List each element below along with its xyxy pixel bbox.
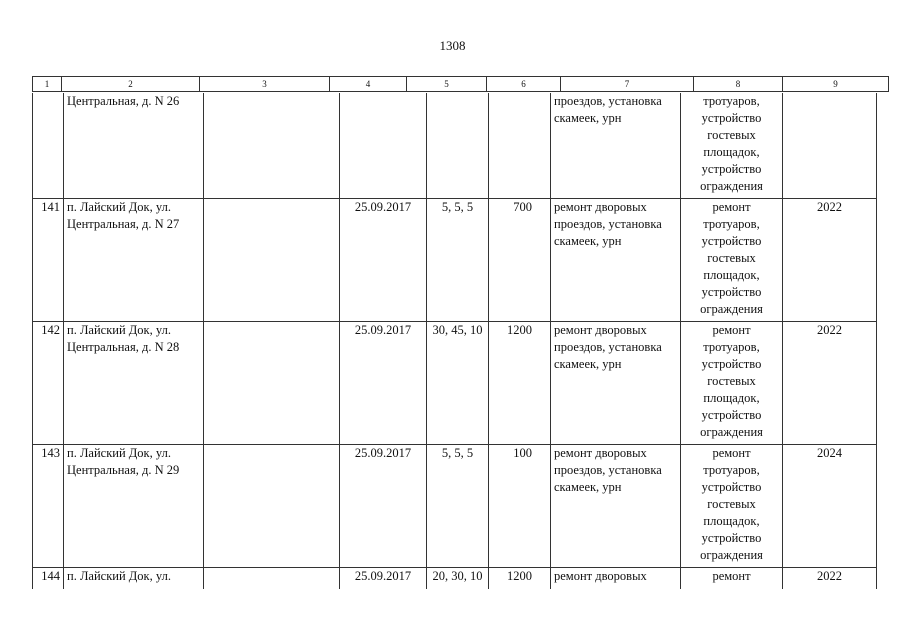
works-cell bbox=[551, 198, 681, 321]
cell-text-line: тротуаров, bbox=[703, 94, 760, 108]
cell-text-line: тротуаров, bbox=[703, 462, 760, 477]
header-cell: 5 bbox=[407, 77, 487, 92]
column-5-cell: 30, 45, 10 bbox=[427, 321, 489, 444]
address-cell bbox=[64, 444, 204, 567]
works-extra-cell bbox=[681, 567, 783, 589]
table-row bbox=[33, 567, 877, 589]
date-cell: 25.09.2017 bbox=[340, 444, 427, 567]
cell-text-line: Центральная, д. N 28 bbox=[67, 339, 180, 354]
cell-text-line: Центральная, д. N 27 bbox=[67, 216, 180, 231]
cell-text-line: п. Лайский Док, ул. bbox=[67, 445, 171, 460]
cell-text-line: ограждения bbox=[700, 301, 763, 316]
address-cell bbox=[64, 567, 204, 589]
works-cell bbox=[551, 444, 681, 567]
cell-text-line: скамеек, урн bbox=[554, 356, 622, 371]
column-3-cell bbox=[204, 321, 340, 444]
row-number-cell: 141 bbox=[33, 198, 64, 321]
cell-text-line: тротуаров, bbox=[703, 339, 760, 354]
works-extra-cell bbox=[681, 198, 783, 321]
cell-text-line: ремонт bbox=[712, 322, 751, 337]
header-row bbox=[33, 77, 889, 92]
column-3-cell bbox=[204, 198, 340, 321]
column-6-cell: 1200 bbox=[489, 321, 551, 444]
cell-text-line: проездов, установка bbox=[554, 216, 662, 231]
row-number-cell bbox=[33, 93, 64, 198]
cell-text-line: ремонт bbox=[712, 199, 751, 214]
header-cell: 9 bbox=[783, 77, 889, 92]
column-5-cell: 5, 5, 5 bbox=[427, 444, 489, 567]
cell-text-line: гостевых bbox=[707, 373, 756, 388]
row-number-cell: 142 bbox=[33, 321, 64, 444]
column-6-cell: 100 bbox=[489, 444, 551, 567]
address-cell bbox=[64, 321, 204, 444]
year-cell: 2022 bbox=[783, 321, 877, 444]
column-number-header bbox=[32, 76, 889, 92]
cell-text-line: площадок, bbox=[703, 390, 760, 405]
column-6-cell bbox=[489, 93, 551, 198]
works-extra-cell bbox=[681, 321, 783, 444]
cell-text-line: скамеек, урн bbox=[554, 233, 622, 248]
date-cell: 25.09.2017 bbox=[340, 198, 427, 321]
works-cell bbox=[551, 93, 681, 198]
column-6-cell: 700 bbox=[489, 198, 551, 321]
header-cell: 7 bbox=[561, 77, 694, 92]
date-cell bbox=[340, 93, 427, 198]
year-cell bbox=[783, 93, 877, 198]
column-5-cell bbox=[427, 93, 489, 198]
works-cell bbox=[551, 321, 681, 444]
works-cell bbox=[551, 567, 681, 589]
cell-text-line: Центральная, д. N 26 bbox=[67, 94, 180, 108]
cell-text-line: ремонт bbox=[712, 568, 751, 583]
year-cell: 2022 bbox=[783, 198, 877, 321]
header-cell: 6 bbox=[487, 77, 561, 92]
table-row bbox=[33, 93, 877, 198]
cell-text-line: п. Лайский Док, ул. bbox=[67, 322, 171, 337]
cell-text-line: площадок, bbox=[703, 267, 760, 282]
cell-text-line: ограждения bbox=[700, 547, 763, 562]
header-cell: 2 bbox=[62, 77, 200, 92]
cell-text-line: устройство bbox=[701, 530, 762, 545]
cell-text-line: п. Лайский Док, ул. bbox=[67, 568, 171, 583]
cell-text-line: устройство bbox=[701, 111, 762, 125]
cell-text-line: ремонт дворовых bbox=[554, 322, 647, 337]
header-cell: 4 bbox=[330, 77, 407, 92]
cell-text-line: скамеек, урн bbox=[554, 479, 622, 494]
works-extra-cell bbox=[681, 93, 783, 198]
table-row bbox=[33, 321, 877, 444]
cell-text-line: устройство bbox=[701, 479, 762, 494]
year-cell: 2024 bbox=[783, 444, 877, 567]
column-5-cell: 20, 30, 10 bbox=[427, 567, 489, 589]
cell-text-line: ремонт дворовых bbox=[554, 199, 647, 214]
cell-text-line: устройство bbox=[701, 407, 762, 422]
header-cell: 3 bbox=[200, 77, 330, 92]
row-number-cell: 144 bbox=[33, 567, 64, 589]
cell-text-line: п. Лайский Док, ул. bbox=[67, 199, 171, 214]
address-cell bbox=[64, 93, 204, 198]
date-cell: 25.09.2017 bbox=[340, 567, 427, 589]
cell-text-line: устройство bbox=[701, 284, 762, 299]
address-cell bbox=[64, 198, 204, 321]
cell-text-line: площадок, bbox=[703, 513, 760, 528]
works-extra-cell bbox=[681, 444, 783, 567]
column-3-cell bbox=[204, 444, 340, 567]
cell-text-line: устройство bbox=[701, 162, 762, 176]
column-6-cell: 1200 bbox=[489, 567, 551, 589]
cell-text-line: тротуаров, bbox=[703, 216, 760, 231]
cell-text-line: гостевых bbox=[707, 128, 756, 142]
cell-text-line: ремонт bbox=[712, 445, 751, 460]
date-cell: 25.09.2017 bbox=[340, 321, 427, 444]
cell-text-line: площадок, bbox=[703, 145, 760, 159]
cell-text-line: ремонт дворовых bbox=[554, 568, 647, 583]
cell-text-line: устройство bbox=[701, 356, 762, 371]
cell-text-line: гостевых bbox=[707, 496, 756, 511]
column-3-cell bbox=[204, 567, 340, 589]
table-row bbox=[33, 444, 877, 567]
cell-text-line: проездов, установка bbox=[554, 94, 662, 108]
cell-text-line: скамеек, урн bbox=[554, 111, 622, 125]
cell-text-line: Центральная, д. N 29 bbox=[67, 462, 180, 477]
cell-text-line: устройство bbox=[701, 233, 762, 248]
cell-text-line: ремонт дворовых bbox=[554, 445, 647, 460]
cell-text-line: ограждения bbox=[700, 424, 763, 439]
courtyard-table bbox=[32, 93, 877, 589]
cell-text-line: ограждения bbox=[700, 179, 763, 193]
cell-text-line: проездов, установка bbox=[554, 339, 662, 354]
row-number-cell: 143 bbox=[33, 444, 64, 567]
cell-text-line: гостевых bbox=[707, 250, 756, 265]
column-3-cell bbox=[204, 93, 340, 198]
header-cell: 1 bbox=[33, 77, 62, 92]
table-row bbox=[33, 198, 877, 321]
header-cell: 8 bbox=[694, 77, 783, 92]
column-5-cell: 5, 5, 5 bbox=[427, 198, 489, 321]
year-cell: 2022 bbox=[783, 567, 877, 589]
page-number: 1308 bbox=[439, 38, 466, 53]
cell-text-line: проездов, установка bbox=[554, 462, 662, 477]
